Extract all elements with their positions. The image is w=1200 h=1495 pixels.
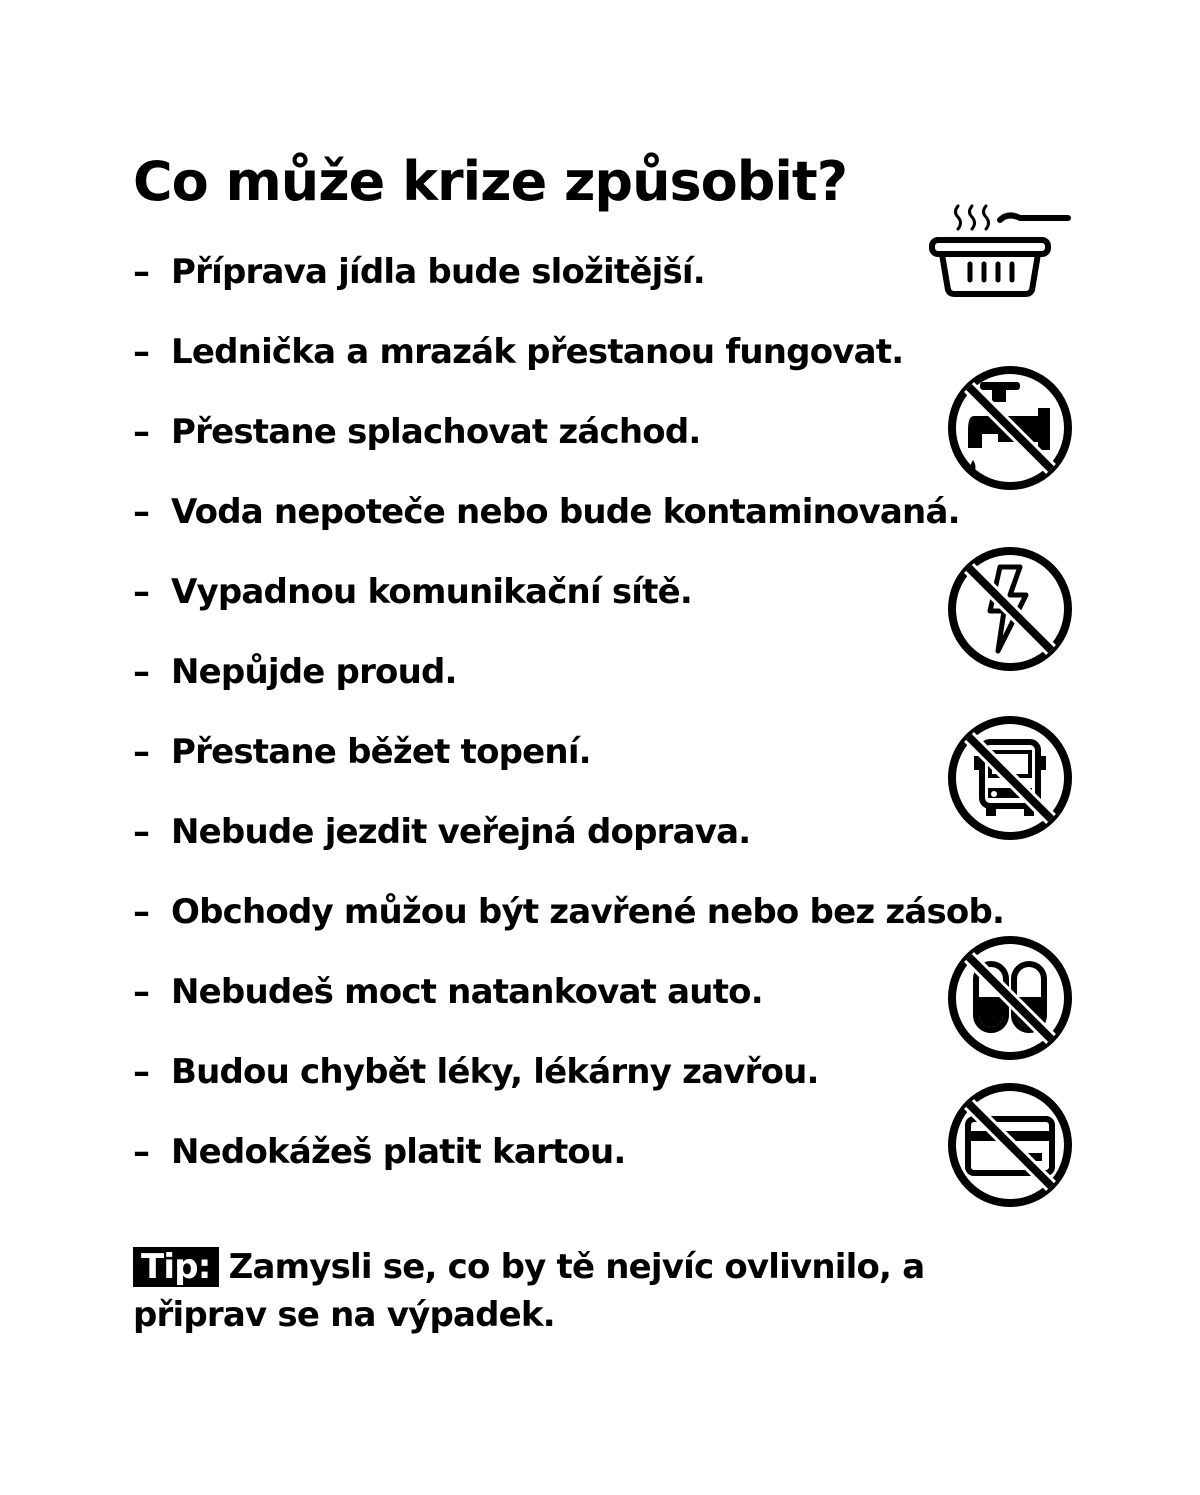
list-dash: – — [133, 1052, 150, 1092]
no-public-transport-icon — [946, 714, 1074, 842]
list-item — [133, 312, 1004, 392]
list-item-text: Nebude jezdit veřejná doprava. — [171, 812, 751, 852]
cooking-pot-icon — [928, 200, 1073, 300]
list-item-text: Nedokážeš platit kartou. — [171, 1132, 626, 1172]
list-item — [133, 952, 1004, 1032]
list-item — [133, 232, 1004, 312]
list-item-text: Lednička a mrazák přestanou fungovat. — [171, 332, 904, 372]
list-dash: – — [133, 1132, 150, 1172]
list-item-text: Nepůjde proud. — [171, 652, 457, 692]
list-item — [133, 1032, 1004, 1112]
list-item — [133, 552, 1004, 632]
list-dash: – — [133, 332, 150, 372]
consequence-list — [133, 232, 1004, 1192]
page-title: Co může krize způsobit? — [133, 150, 848, 213]
list-item — [133, 872, 1004, 952]
list-item-text: Příprava jídla bude složitější. — [171, 252, 705, 292]
tip-label: Tip: — [133, 1247, 219, 1287]
list-item-text: Vypadnou komunikační sítě. — [171, 572, 692, 612]
tip-text: Zamysli se, co by tě nejvíc ovlivnilo, a připrav se na výpadek. — [133, 1247, 925, 1335]
tip-paragraph — [133, 1243, 1053, 1339]
list-item-text: Obchody můžou být zavřené nebo bez zásob. — [171, 892, 1005, 932]
list-item — [133, 792, 1004, 872]
no-medicine-icon — [946, 934, 1074, 1062]
list-dash: – — [133, 492, 150, 532]
list-dash: – — [133, 892, 150, 932]
list-item-text: Nebudeš moct natankovat auto. — [171, 972, 763, 1012]
list-item — [133, 472, 1004, 552]
list-item — [133, 632, 1004, 712]
list-item-text: Přestane běžet topení. — [171, 732, 591, 772]
list-dash: – — [133, 812, 150, 852]
list-dash: – — [133, 572, 150, 612]
no-card-payment-icon — [946, 1081, 1074, 1209]
list-dash: – — [133, 252, 150, 292]
list-dash: – — [133, 732, 150, 772]
list-item-text: Voda nepoteče nebo bude kontaminovaná. — [171, 492, 960, 532]
list-dash: – — [133, 652, 150, 692]
list-dash: – — [133, 972, 150, 1012]
list-item — [133, 392, 1004, 472]
no-water-tap-icon — [946, 364, 1074, 492]
list-item — [133, 712, 1004, 792]
list-item-text: Budou chybět léky, lékárny zavřou. — [171, 1052, 819, 1092]
no-electricity-icon — [946, 545, 1074, 673]
list-item — [133, 1112, 1004, 1192]
list-item-text: Přestane splachovat záchod. — [171, 412, 701, 452]
list-dash: – — [133, 412, 150, 452]
